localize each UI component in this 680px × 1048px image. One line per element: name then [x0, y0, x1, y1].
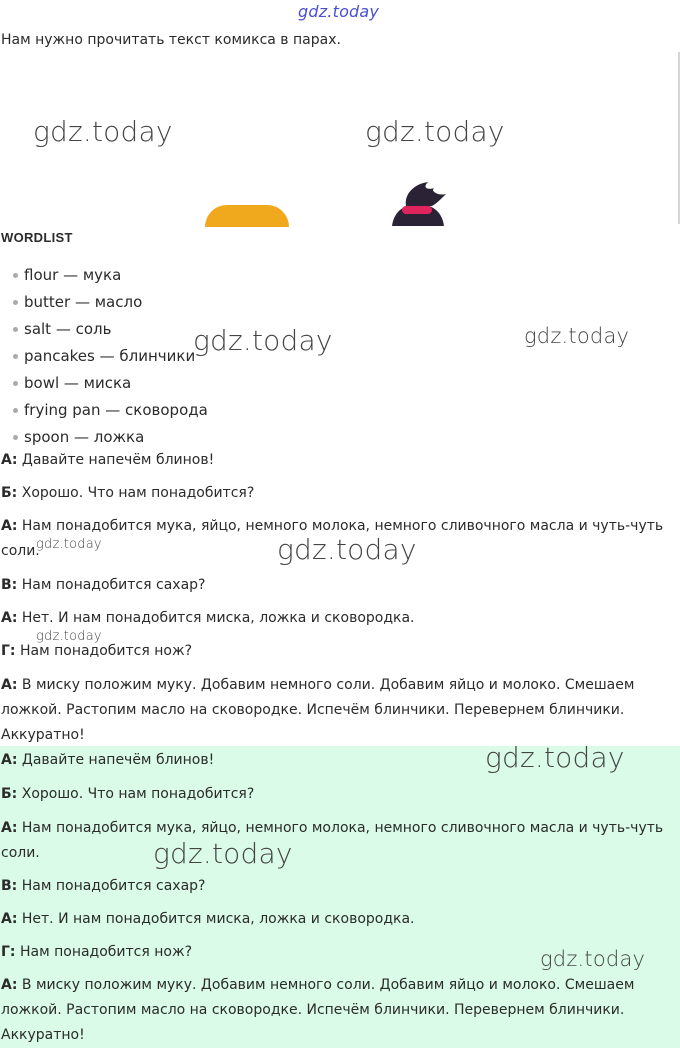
speaker: А: — [1, 518, 18, 534]
speaker: А: — [1, 752, 18, 768]
watermark: gdz.today — [33, 115, 173, 148]
list-item: spoon — ложка — [0, 427, 208, 454]
line-text: Нам понадобится мука, яйцо, немного молока, немного сливочного масла и чуть-чуть соли. — [1, 518, 664, 559]
wordlist-heading: WORDLIST — [1, 230, 73, 245]
list-item: pancakes — блинчики — [0, 346, 208, 373]
dialogue-line — [1, 907, 677, 932]
speaker: Г: — [1, 643, 16, 659]
line-text: Нам понадобится сахар? — [17, 878, 206, 894]
watermark: gdz.today — [485, 741, 625, 774]
speaker: А: — [1, 820, 18, 836]
speaker: Б: — [1, 786, 18, 802]
dialogue-line — [1, 673, 677, 748]
speaker: А: — [1, 610, 18, 626]
line-text: Нет. И нам понадобится миска, ложка и сковородка. — [17, 911, 415, 927]
line-text: Нам понадобится сахар? — [17, 577, 206, 593]
speaker: Г: — [1, 944, 16, 960]
list-item: bowl — миска — [0, 373, 208, 400]
dialogue-line — [1, 874, 677, 899]
dialogue-line — [1, 481, 677, 506]
comic-character-head-image — [388, 180, 448, 226]
line-text: В миску положим муку. Добавим немного соли. Добавим яйцо и молоко. Смешаем ложкой. Растопим масло на сковородке. Испечём блинчики. Перевернем блинчики. Аккуратно! — [1, 677, 635, 743]
dialogue-line — [1, 782, 677, 807]
line-text: Нам понадобится мука, яйцо, немного молока, немного сливочного масла и чуть-чуть соли. — [1, 820, 664, 861]
speaker: А: — [1, 677, 18, 693]
watermark: gdz.today — [36, 629, 102, 644]
watermark: gdz.today — [365, 115, 505, 148]
watermark: gdz.today — [193, 324, 333, 357]
comic-character-hair-image — [205, 205, 289, 227]
dialogue-line — [1, 448, 677, 473]
watermark: gdz.today — [298, 2, 380, 21]
line-text: Хорошо. Что нам понадобится? — [17, 786, 255, 802]
list-item: butter — масло — [0, 292, 208, 319]
dialogue-line — [1, 816, 677, 866]
speaker: А: — [1, 452, 18, 468]
speaker: А: — [1, 911, 18, 927]
line-text: Нет. И нам понадобится миска, ложка и сковородка. — [17, 610, 415, 626]
line-text: Давайте напечём блинов! — [17, 752, 215, 768]
line-text: В миску положим муку. Добавим немного соли. Добавим яйцо и молоко. Смешаем ложкой. Растопим масло на сковородке. Испечём блинчики. Перевернем блинчики. Аккуратно! — [1, 977, 635, 1043]
line-text: Хорошо. Что нам понадобится? — [17, 485, 255, 501]
watermark: gdz.today — [277, 533, 417, 566]
line-text: Нам понадобится нож? — [15, 944, 193, 960]
watermark: gdz.today — [524, 324, 630, 348]
speaker: В: — [1, 577, 18, 593]
line-text: Давайте напечём блинов! — [17, 452, 215, 468]
intro-text: Нам нужно прочитать текст комикса в парах. — [1, 32, 341, 48]
speaker: В: — [1, 878, 18, 894]
dialogue-line — [1, 639, 677, 664]
dialogue-line — [1, 573, 677, 598]
watermark: gdz.today — [153, 837, 293, 870]
list-item: salt — соль — [0, 319, 208, 346]
wordlist — [0, 265, 208, 454]
dialogue-line — [1, 973, 677, 1048]
watermark: gdz.today — [540, 947, 646, 971]
dialogue-line — [1, 606, 677, 631]
speaker: А: — [1, 977, 18, 993]
line-text: Нам понадобится нож? — [15, 643, 193, 659]
speaker: Б: — [1, 485, 18, 501]
list-item: flour — мука — [0, 265, 208, 292]
list-item: frying pan — сковорода — [0, 400, 208, 427]
watermark: gdz.today — [36, 537, 102, 552]
